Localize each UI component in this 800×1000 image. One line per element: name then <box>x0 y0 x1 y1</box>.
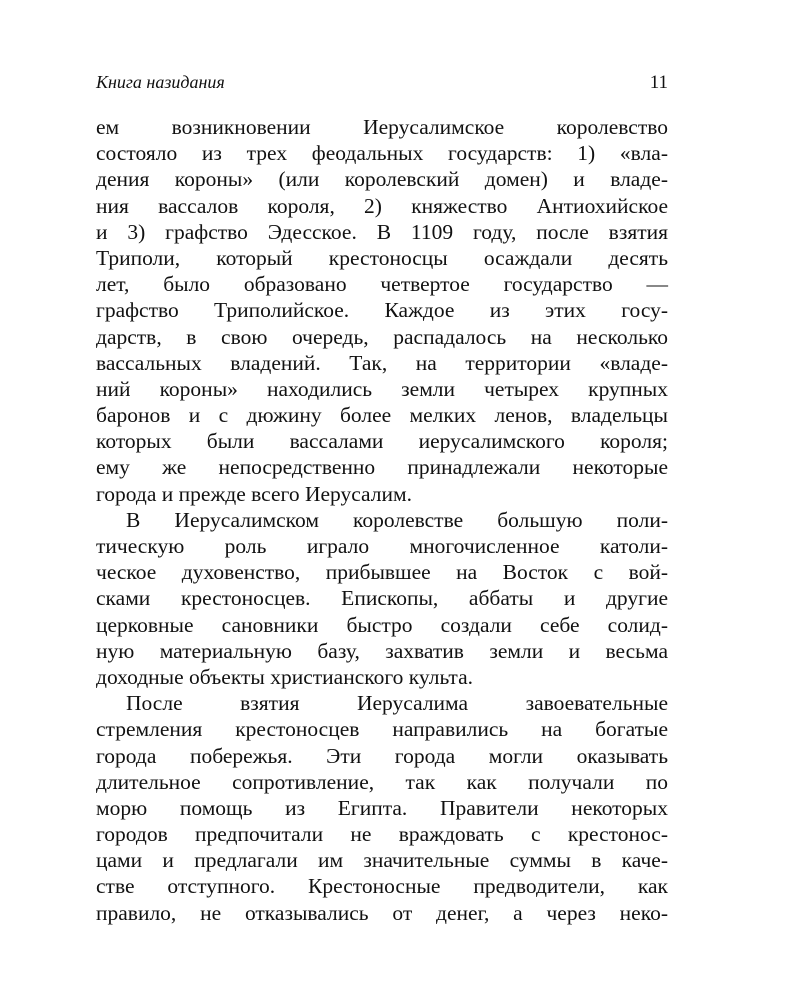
text-line: Триполи, который крестоносцы осаждали десять <box>96 245 668 270</box>
text-line: стве отступного. Крестоносные предводители, как <box>96 874 668 899</box>
text-line: В Иерусалимском королевстве большую поли- <box>126 507 668 532</box>
text-line: сками крестоносцев. Епископы, аббаты и другие <box>96 586 668 611</box>
text-line: баронов и с дюжину более мелких ленов, владельцы <box>96 403 668 428</box>
running-title: Книга назидания <box>96 72 225 92</box>
text-line: лет, было образовано четвертое государство — <box>96 272 668 297</box>
text-line: состояло из трех феодальных государств: 1) «вла- <box>96 141 668 166</box>
text-line: стремления крестоносцев направились на богатые <box>96 717 668 742</box>
text-line: ем возникновении Иерусалимское королевство <box>96 115 668 139</box>
text-line: ческое духовенство, прибывшее на Восток с вой- <box>96 560 668 585</box>
body-text <box>96 114 668 926</box>
text-line: ний короны» находились земли четырех крупных <box>96 376 668 401</box>
text-line: морю помощь из Египта. Правители некоторых <box>96 795 668 820</box>
text-line: городов предпочитали не враждовать с крестонос- <box>96 822 668 847</box>
text-line: цами и предлагали им значительные суммы в каче- <box>96 848 668 873</box>
text-line: доходные объекты христианского культа. <box>96 664 474 689</box>
text-line: ния вассалов короля, 2) княжество Антиохийское <box>96 193 668 218</box>
running-header <box>96 72 668 100</box>
text-line: дения короны» (или королевский домен) и владе- <box>96 167 668 192</box>
page-number: 11 <box>649 72 668 93</box>
text-line: которых были вассалами иерусалимского короля; <box>96 429 668 454</box>
text-line: графство Триполийское. Каждое из этих госу- <box>96 298 668 323</box>
text-line: церковные сановники быстро создали себе солид- <box>96 612 668 637</box>
text-line: тическую роль играло многочисленное католи- <box>96 534 668 558</box>
text-line: и 3) графство Эдесское. В 1109 году, после взятия <box>96 219 668 244</box>
text-line: города побережья. Эти города могли оказывать <box>96 743 668 768</box>
text-line: После взятия Иерусалима завоевательные <box>126 691 668 716</box>
text-line: ную материальную базу, захватив земли и весьма <box>96 638 668 663</box>
text-line: вассальных владений. Так, на территории «владе- <box>96 350 668 375</box>
text-line: длительное сопротивление, так как получали по <box>96 769 668 794</box>
text-line: дарств, в свою очередь, распадалось на несколько <box>96 324 668 349</box>
text-line: правило, не отказывались от денег, а через неко- <box>96 900 668 925</box>
text-line: города и прежде всего Иерусалим. <box>96 481 412 506</box>
text-line: ему же непосредственно принадлежали некоторые <box>96 455 668 480</box>
